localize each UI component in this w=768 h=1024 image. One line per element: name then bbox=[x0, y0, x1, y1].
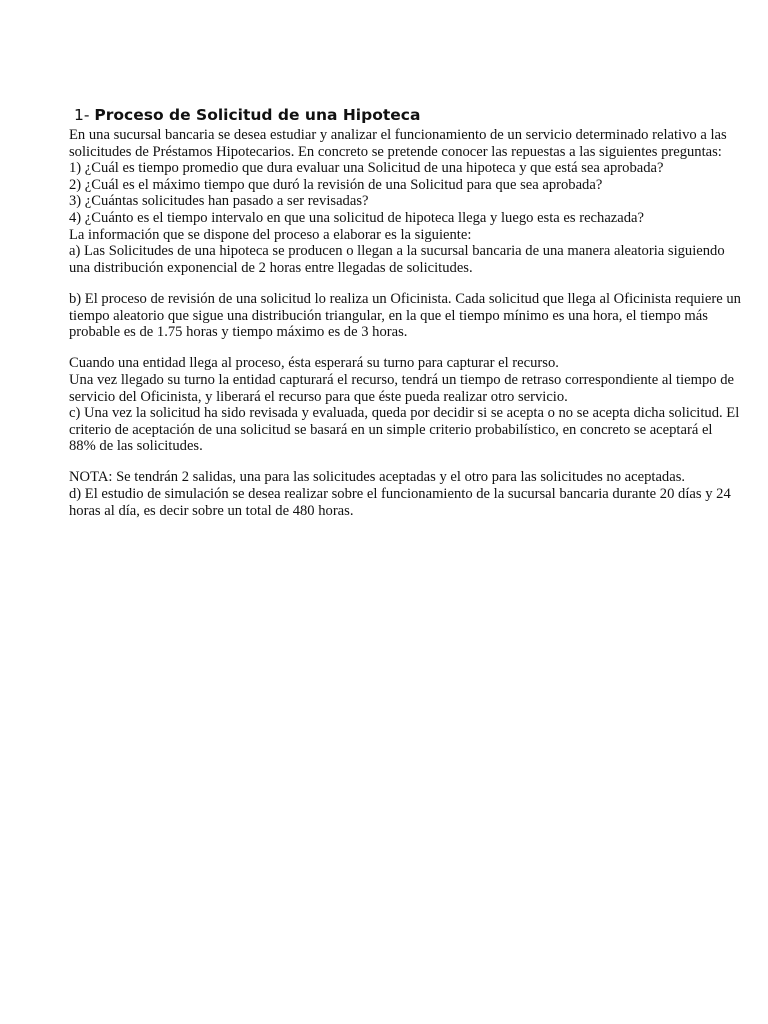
entity-turn-paragraph: Una vez llegado su turno la entidad capturará el recurso, tendrá un tiempo de retraso correspondiente al tiempo de servicio del Oficinista, y liberará el recurso para que éste pueda realizar otro servicio. bbox=[69, 371, 734, 405]
nota-paragraph: NOTA: Se tendrán 2 salidas, una para las solicitudes aceptadas y el otro para las solicitudes no aceptadas. bbox=[69, 469, 686, 486]
intro-paragraph: En una sucursal bancaria se desea estudiar y analizar el funcionamiento de un servicio determinado relativo a las solicitudes de Préstamos Hipotecarios. En concreto se pretende conocer las repuestas a las siguientes preguntas: bbox=[69, 127, 727, 160]
paragraph-spacer bbox=[69, 455, 741, 470]
document-title bbox=[74, 104, 741, 126]
item-c-paragraph: c) Una vez la solicitud ha sido revisada y evaluada, queda por decidir si se acepta o no se acepta dicha solicitud. El criterio de aceptación de una solicitud se basará en un simple criterio probabilístico, en concreto se aceptará el 88% de las solicitudes. bbox=[69, 405, 740, 455]
document-page bbox=[69, 104, 741, 519]
document-body bbox=[69, 127, 741, 519]
question-4: 4) ¿Cuánto es el tiempo intervalo en que una solicitud de hipoteca llega y luego esta es rechazada? bbox=[69, 209, 645, 226]
item-d-paragraph: d) El estudio de simulación se desea realizar sobre el funcionamiento de la sucursal bancaria durante 20 días y 24 horas al día, es decir sobre un total de 480 horas. bbox=[69, 486, 731, 519]
info-paragraph: La información que se dispone del proceso a elaborar es la siguiente: bbox=[69, 226, 472, 243]
item-b-paragraph: b) El proceso de revisión de una solicitud lo realiza un Oficinista. Cada solicitud que llega al Oficinista requiere un tiempo aleatorio que sigue una distribución triangular, en la que el tiempo mínimo es una hora, el tiempo más probable es de 1.75 horas y tiempo máximo es de 3 horas. bbox=[69, 290, 741, 341]
question-2: 2) ¿Cuál es el máximo tiempo que duró la revisión de una Solicitud para que sea aprobada? bbox=[69, 176, 603, 193]
entity-wait-paragraph: Cuando una entidad llega al proceso, ésta esperará su turno para capturar el recurso. bbox=[69, 355, 559, 372]
question-3: 3) ¿Cuántas solicitudes han pasado a ser revisadas? bbox=[69, 193, 369, 210]
paragraph-spacer bbox=[69, 341, 741, 356]
title-heading: Proceso de Solicitud de una Hipoteca bbox=[94, 106, 421, 124]
paragraph-spacer bbox=[69, 276, 741, 291]
title-number: 1- bbox=[74, 106, 90, 124]
item-a-paragraph: a) Las Solicitudes de una hipoteca se producen o llegan a la sucursal bancaria de una manera aleatoria siguiendo una distribución exponencial de 2 horas entre llegadas de solicitudes. bbox=[69, 243, 725, 276]
question-1: 1) ¿Cuál es tiempo promedio que dura evaluar una Solicitud de una hipoteca y que está sea aprobada? bbox=[69, 160, 664, 177]
